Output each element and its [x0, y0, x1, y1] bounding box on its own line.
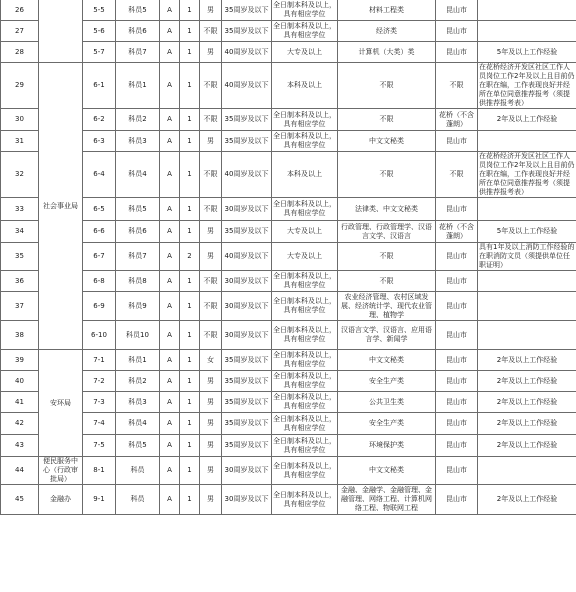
position-cell: 科员8	[116, 271, 160, 292]
table-row	[1, 413, 576, 435]
age-cell: 35周岁及以下	[222, 109, 272, 131]
job-code-cell: 7-3	[83, 392, 116, 413]
gender-cell: 男	[200, 457, 222, 485]
gender-cell: 男	[200, 0, 222, 21]
major-cell: 不限	[338, 271, 436, 292]
position-cell: 科员5	[116, 0, 160, 21]
hukou-cell: 昆山市	[436, 271, 478, 292]
major-cell: 行政管理、行政管理学、汉语言文学、汉语言	[338, 221, 436, 243]
education-cell: 全日制本科及以上，具有相应学位	[272, 109, 338, 131]
hukou-cell: 不限	[436, 63, 478, 109]
category-cell: A	[160, 221, 180, 243]
category-cell: A	[160, 371, 180, 392]
education-cell: 全日制本科及以上，具有相应学位	[272, 292, 338, 321]
position-cell: 科员4	[116, 152, 160, 198]
row-number-cell: 31	[1, 131, 39, 152]
position-cell: 科员2	[116, 109, 160, 131]
hukou-cell: 昆山市	[436, 435, 478, 457]
job-code-cell: 6-5	[83, 198, 116, 221]
education-cell: 全日制本科及以上，具有相应学位	[272, 198, 338, 221]
major-cell: 中文文秘类	[338, 457, 436, 485]
table-row	[1, 321, 576, 350]
requirements-cell: 2年及以上工作经验	[478, 413, 576, 435]
education-cell: 全日制本科及以上，具有相应学位	[272, 413, 338, 435]
position-cell: 科员5	[116, 198, 160, 221]
hukou-cell: 花桥（不含蓬朗）	[436, 221, 478, 243]
table-row	[1, 350, 576, 371]
headcount-cell: 1	[180, 350, 200, 371]
major-cell: 金融、金融学、金融管理、金融管理、网络工程、计算机网络工程、物联网工程	[338, 485, 436, 515]
gender-cell: 男	[200, 221, 222, 243]
job-code-cell: 7-5	[83, 435, 116, 457]
table-row	[1, 271, 576, 292]
category-cell: A	[160, 435, 180, 457]
headcount-cell: 1	[180, 485, 200, 515]
category-cell: A	[160, 0, 180, 21]
requirements-cell	[478, 21, 576, 42]
job-code-cell: 7-4	[83, 413, 116, 435]
age-cell: 35周岁及以下	[222, 350, 272, 371]
job-code-cell: 8-1	[83, 457, 116, 485]
education-cell: 大专及以上	[272, 221, 338, 243]
headcount-cell: 2	[180, 243, 200, 271]
job-code-cell: 7-2	[83, 371, 116, 392]
major-cell: 汉语言文学、汉语言、应用语言学、新闻学	[338, 321, 436, 350]
department-cell: 社会事业局	[39, 63, 83, 350]
job-code-cell: 5-6	[83, 21, 116, 42]
job-code-cell: 6-4	[83, 152, 116, 198]
row-number-cell: 32	[1, 152, 39, 198]
gender-cell: 不限	[200, 21, 222, 42]
education-cell: 全日制本科及以上，具有相应学位	[272, 21, 338, 42]
category-cell: A	[160, 292, 180, 321]
table-row	[1, 21, 576, 42]
category-cell: A	[160, 21, 180, 42]
requirements-cell	[478, 0, 576, 21]
education-cell: 全日制本科及以上，具有相应学位	[272, 457, 338, 485]
gender-cell: 男	[200, 42, 222, 63]
position-cell: 科员6	[116, 21, 160, 42]
age-cell: 30周岁及以下	[222, 198, 272, 221]
education-cell: 全日制本科及以上，具有相应学位	[272, 392, 338, 413]
major-cell: 环境保护类	[338, 435, 436, 457]
category-cell: A	[160, 457, 180, 485]
headcount-cell: 1	[180, 131, 200, 152]
position-cell: 科员4	[116, 413, 160, 435]
hukou-cell: 昆山市	[436, 321, 478, 350]
gender-cell: 男	[200, 131, 222, 152]
gender-cell: 不限	[200, 109, 222, 131]
requirements-cell	[478, 198, 576, 221]
hukou-cell: 昆山市	[436, 243, 478, 271]
hukou-cell: 昆山市	[436, 42, 478, 63]
major-cell: 不限	[338, 109, 436, 131]
requirements-cell: 2年及以上工作经验	[478, 392, 576, 413]
headcount-cell: 1	[180, 435, 200, 457]
education-cell: 全日制本科及以上，具有相应学位	[272, 271, 338, 292]
position-cell: 科员7	[116, 42, 160, 63]
education-cell: 全日制本科及以上，具有相应学位	[272, 131, 338, 152]
row-number-cell: 39	[1, 350, 39, 371]
requirements-cell: 2年及以上工作经验	[478, 435, 576, 457]
position-cell: 科员6	[116, 221, 160, 243]
education-cell: 全日制本科及以上，具有相应学位	[272, 485, 338, 515]
age-cell: 30周岁及以下	[222, 271, 272, 292]
row-number-cell: 44	[1, 457, 39, 485]
position-cell: 科员1	[116, 350, 160, 371]
position-cell: 科员9	[116, 292, 160, 321]
requirements-cell: 具有1年及以上消防工作经验的在职消防文员（须提供单位任职证明）	[478, 243, 576, 271]
gender-cell: 不限	[200, 198, 222, 221]
hukou-cell: 昆山市	[436, 413, 478, 435]
gender-cell: 男	[200, 392, 222, 413]
hukou-cell: 昆山市	[436, 292, 478, 321]
headcount-cell: 1	[180, 21, 200, 42]
row-number-cell: 41	[1, 392, 39, 413]
table-row	[1, 198, 576, 221]
headcount-cell: 1	[180, 371, 200, 392]
table-row	[1, 371, 576, 392]
age-cell: 35周岁及以下	[222, 435, 272, 457]
gender-cell: 男	[200, 485, 222, 515]
education-cell: 全日制本科及以上，具有相应学位	[272, 435, 338, 457]
job-code-cell: 6-2	[83, 109, 116, 131]
hukou-cell: 花桥（不含蓬朗）	[436, 109, 478, 131]
row-number-cell: 33	[1, 198, 39, 221]
headcount-cell: 1	[180, 152, 200, 198]
age-cell: 35周岁及以下	[222, 371, 272, 392]
headcount-cell: 1	[180, 42, 200, 63]
job-code-cell: 6-6	[83, 221, 116, 243]
hukou-cell: 昆山市	[436, 350, 478, 371]
position-cell: 科员10	[116, 321, 160, 350]
hukou-cell: 不限	[436, 152, 478, 198]
requirements-cell: 2年及以上工作经验	[478, 485, 576, 515]
requirements-cell: 2年及以上工作经验	[478, 350, 576, 371]
category-cell: A	[160, 271, 180, 292]
requirements-cell	[478, 457, 576, 485]
major-cell: 安全生产类	[338, 413, 436, 435]
requirements-cell: 在花桥经济开发区社区工作人员岗位工作2年及以上且目前仍在职在编，工作表现良好并经所在单位同意推荐报考（须提供推荐报考表）	[478, 152, 576, 198]
category-cell: A	[160, 63, 180, 109]
requirements-cell	[478, 321, 576, 350]
requirements-cell: 5年及以上工作经验	[478, 221, 576, 243]
age-cell: 40周岁及以下	[222, 63, 272, 109]
major-cell: 安全生产类	[338, 371, 436, 392]
table-row	[1, 292, 576, 321]
table-row	[1, 152, 576, 198]
age-cell: 35周岁及以下	[222, 413, 272, 435]
major-cell: 不限	[338, 63, 436, 109]
row-number-cell: 40	[1, 371, 39, 392]
gender-cell: 不限	[200, 321, 222, 350]
hukou-cell: 昆山市	[436, 131, 478, 152]
requirements-cell: 2年及以上工作经验	[478, 371, 576, 392]
major-cell: 材料工程类	[338, 0, 436, 21]
department-cell	[39, 0, 83, 63]
requirements-cell: 2年及以上工作经验	[478, 109, 576, 131]
headcount-cell: 1	[180, 0, 200, 21]
row-number-cell: 28	[1, 42, 39, 63]
position-cell: 科员	[116, 485, 160, 515]
requirements-cell: 在花桥经济开发区社区工作人员岗位工作2年及以上且目前仍在职在编，工作表现良好并经所在单位同意推荐报考（须提供推荐报考表）	[478, 63, 576, 109]
age-cell: 40周岁及以下	[222, 42, 272, 63]
row-number-cell: 38	[1, 321, 39, 350]
table-row	[1, 243, 576, 271]
gender-cell: 男	[200, 435, 222, 457]
gender-cell: 男	[200, 371, 222, 392]
education-cell: 全日制本科及以上，具有相应学位	[272, 350, 338, 371]
table-row	[1, 392, 576, 413]
gender-cell: 不限	[200, 152, 222, 198]
headcount-cell: 1	[180, 109, 200, 131]
major-cell: 不限	[338, 243, 436, 271]
table-row	[1, 435, 576, 457]
row-number-cell: 45	[1, 485, 39, 515]
education-cell: 本科及以上	[272, 63, 338, 109]
major-cell: 经济类	[338, 21, 436, 42]
education-cell: 本科及以上	[272, 152, 338, 198]
hukou-cell: 昆山市	[436, 371, 478, 392]
age-cell: 30周岁及以下	[222, 485, 272, 515]
job-code-cell: 5-5	[83, 0, 116, 21]
education-cell: 全日制本科及以上，具有相应学位	[272, 371, 338, 392]
row-number-cell: 34	[1, 221, 39, 243]
education-cell: 全日制本科及以上，具有相应学位	[272, 321, 338, 350]
hukou-cell: 昆山市	[436, 485, 478, 515]
major-cell: 中文文秘类	[338, 350, 436, 371]
age-cell: 35周岁及以下	[222, 392, 272, 413]
requirements-cell	[478, 292, 576, 321]
job-code-cell: 5-7	[83, 42, 116, 63]
position-cell: 科员	[116, 457, 160, 485]
education-cell: 大专及以上	[272, 243, 338, 271]
category-cell: A	[160, 392, 180, 413]
requirements-cell	[478, 271, 576, 292]
row-number-cell: 27	[1, 21, 39, 42]
position-cell: 科员7	[116, 243, 160, 271]
table-row	[1, 221, 576, 243]
hukou-cell: 昆山市	[436, 392, 478, 413]
job-code-cell: 6-8	[83, 271, 116, 292]
age-cell: 35周岁及以下	[222, 0, 272, 21]
headcount-cell: 1	[180, 271, 200, 292]
table-row	[1, 485, 576, 515]
gender-cell: 不限	[200, 271, 222, 292]
table-row	[1, 63, 576, 109]
row-number-cell: 29	[1, 63, 39, 109]
row-number-cell: 43	[1, 435, 39, 457]
headcount-cell: 1	[180, 221, 200, 243]
table-row	[1, 42, 576, 63]
hukou-cell: 昆山市	[436, 0, 478, 21]
age-cell: 30周岁及以下	[222, 321, 272, 350]
hukou-cell: 昆山市	[436, 21, 478, 42]
position-cell: 科员1	[116, 63, 160, 109]
position-cell: 科员2	[116, 371, 160, 392]
headcount-cell: 1	[180, 63, 200, 109]
hukou-cell: 昆山市	[436, 198, 478, 221]
category-cell: A	[160, 243, 180, 271]
gender-cell: 不限	[200, 63, 222, 109]
major-cell: 法律类、中文文秘类	[338, 198, 436, 221]
category-cell: A	[160, 321, 180, 350]
gender-cell: 不限	[200, 292, 222, 321]
requirements-cell	[478, 131, 576, 152]
category-cell: A	[160, 109, 180, 131]
major-cell: 农业经济管理、农村区域发展、经济统计学、现代农业管理、植物学	[338, 292, 436, 321]
position-cell: 科员3	[116, 392, 160, 413]
gender-cell: 女	[200, 350, 222, 371]
category-cell: A	[160, 131, 180, 152]
headcount-cell: 1	[180, 457, 200, 485]
table-row	[1, 0, 576, 21]
job-code-cell: 7-1	[83, 350, 116, 371]
major-cell: 不限	[338, 152, 436, 198]
age-cell: 40周岁及以下	[222, 243, 272, 271]
major-cell: 计算机（大类）类	[338, 42, 436, 63]
category-cell: A	[160, 198, 180, 221]
headcount-cell: 1	[180, 392, 200, 413]
job-code-cell: 9-1	[83, 485, 116, 515]
headcount-cell: 1	[180, 198, 200, 221]
age-cell: 35周岁及以下	[222, 131, 272, 152]
position-cell: 科员5	[116, 435, 160, 457]
row-number-cell: 30	[1, 109, 39, 131]
category-cell: A	[160, 413, 180, 435]
job-code-cell: 6-3	[83, 131, 116, 152]
job-code-cell: 6-9	[83, 292, 116, 321]
row-number-cell: 35	[1, 243, 39, 271]
row-number-cell: 36	[1, 271, 39, 292]
table-row	[1, 109, 576, 131]
age-cell: 35周岁及以下	[222, 21, 272, 42]
job-code-cell: 6-1	[83, 63, 116, 109]
age-cell: 30周岁及以下	[222, 457, 272, 485]
category-cell: A	[160, 152, 180, 198]
age-cell: 30周岁及以下	[222, 292, 272, 321]
hukou-cell: 昆山市	[436, 457, 478, 485]
department-cell: 便民服务中心（行政审批局）	[39, 457, 83, 485]
row-number-cell: 37	[1, 292, 39, 321]
major-cell: 中文文秘类	[338, 131, 436, 152]
gender-cell: 男	[200, 413, 222, 435]
department-cell: 安环局	[39, 350, 83, 457]
job-code-cell: 6-10	[83, 321, 116, 350]
category-cell: A	[160, 485, 180, 515]
headcount-cell: 1	[180, 321, 200, 350]
job-code-cell: 6-7	[83, 243, 116, 271]
category-cell: A	[160, 42, 180, 63]
headcount-cell: 1	[180, 292, 200, 321]
gender-cell: 男	[200, 243, 222, 271]
education-cell: 全日制本科及以上，具有相应学位	[272, 0, 338, 21]
position-cell: 科员3	[116, 131, 160, 152]
table-row	[1, 131, 576, 152]
row-number-cell: 26	[1, 0, 39, 21]
category-cell: A	[160, 350, 180, 371]
major-cell: 公共卫生类	[338, 392, 436, 413]
headcount-cell: 1	[180, 413, 200, 435]
age-cell: 35周岁及以下	[222, 221, 272, 243]
department-cell: 金融办	[39, 485, 83, 515]
education-cell: 大专及以上	[272, 42, 338, 63]
age-cell: 40周岁及以下	[222, 152, 272, 198]
row-number-cell: 42	[1, 413, 39, 435]
requirements-cell: 5年及以上工作经验	[478, 42, 576, 63]
table-row	[1, 457, 576, 485]
